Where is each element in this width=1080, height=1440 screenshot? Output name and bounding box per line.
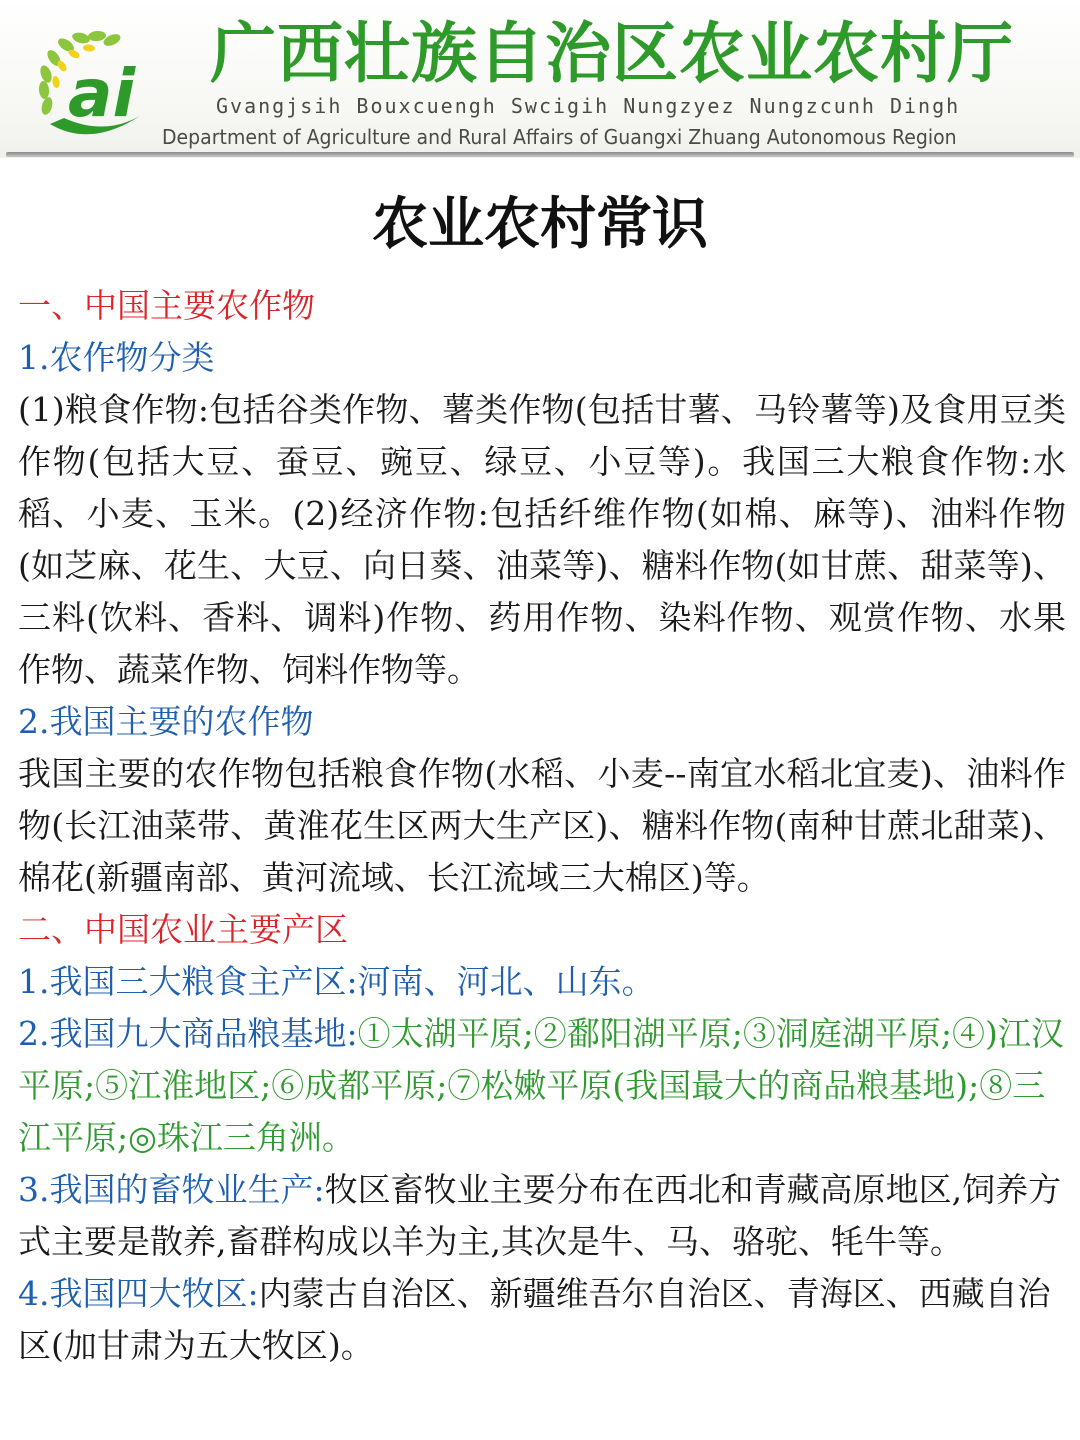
section-2-item-1 <box>18 956 1066 1008</box>
section-1-sub-2-text: 我国主要的农作物包括粮食作物(水稻、小麦--南宜水稻北宜麦)、油料作物(长江油菜带、黄淮花生区两大生产区)、糖料作物(南种甘蔗北甜菜)、棉花(新疆南部、黄河流域、长江流域三大棉区)等。 <box>18 754 1066 897</box>
wheat-ring-logo-icon <box>20 12 160 152</box>
header-divider <box>6 152 1074 157</box>
section-2-item-4 <box>18 1268 1066 1372</box>
org-name-english: Department of Agriculture and Rural Affairs of Guangxi Zhuang Autonomous Region <box>162 125 957 149</box>
section-2-heading: 二、中国农业主要产区 <box>18 910 348 949</box>
section-2-item-3 <box>18 1164 1066 1268</box>
section-2-item-4-text: 内蒙古自治区、新疆维吾尔自治区、青海区、西藏自治区(加甘肃为五大牧区)。 <box>18 1274 1051 1365</box>
section-2-item-2 <box>18 1008 1066 1164</box>
org-name-zhuang: Gvangjsih Bouxcuengh Swcigih Nungzyez Nungzcunh Dingh <box>216 94 961 118</box>
org-name-chinese: 广西壮族自治区农业农村厅 <box>210 15 1014 92</box>
page-title: 农业农村常识 <box>372 191 708 257</box>
section-2-item-1-label: 1.我国三大粮食主产区: <box>18 962 358 1001</box>
site-header <box>0 0 1080 158</box>
section-1-sub-1-text: (1)粮食作物:包括谷类作物、薯类作物(包括甘薯、马铃薯等)及食用豆类作物(包括大豆、蚕豆、豌豆、绿豆、小豆等)。我国三大粮食作物:水稻、小麦、玉米。(2)经济作物:包括纤维作物(如棉、麻等)、油料作物(如芝麻、花生、大豆、向日葵、油菜等)、糖料作物(如甘蔗、甜菜等)、三料(饮料、香料、调料)作物、药用作物、染料作物、观赏作物、水果作物、蔬菜作物、饲料作物等。 <box>18 390 1066 689</box>
section-2-item-4-label: 4.我国四大牧区: <box>18 1274 259 1313</box>
section-2-item-2-label: 2.我国九大商品粮基地: <box>18 1014 358 1053</box>
section-2-item-2-text: ①太湖平原;②鄱阳湖平原;③洞庭湖平原;④)江汉平原;⑤江淮地区;⑥成都平原;⑦松嫩平原(我国最大的商品粮基地);⑧三江平原;◎珠江三角洲。 <box>18 1014 1064 1157</box>
section-1-sub-1-heading: 1.农作物分类 <box>18 338 215 377</box>
section-1-sub-2-heading: 2.我国主要的农作物 <box>18 702 314 741</box>
section-2-item-1-text: 河南、河北、山东。 <box>357 962 655 1001</box>
section-2-item-3-text: 牧区畜牧业主要分布在西北和青藏高原地区,饲养方式主要是散养,畜群构成以羊为主,其次是牛、马、骆驼、牦牛等。 <box>18 1170 1062 1261</box>
section-2-item-3-label: 3.我国的畜牧业生产: <box>18 1170 325 1209</box>
article-body <box>18 280 1066 1372</box>
section-1-heading: 一、中国主要农作物 <box>18 286 315 325</box>
logo-text: ai <box>68 55 136 132</box>
